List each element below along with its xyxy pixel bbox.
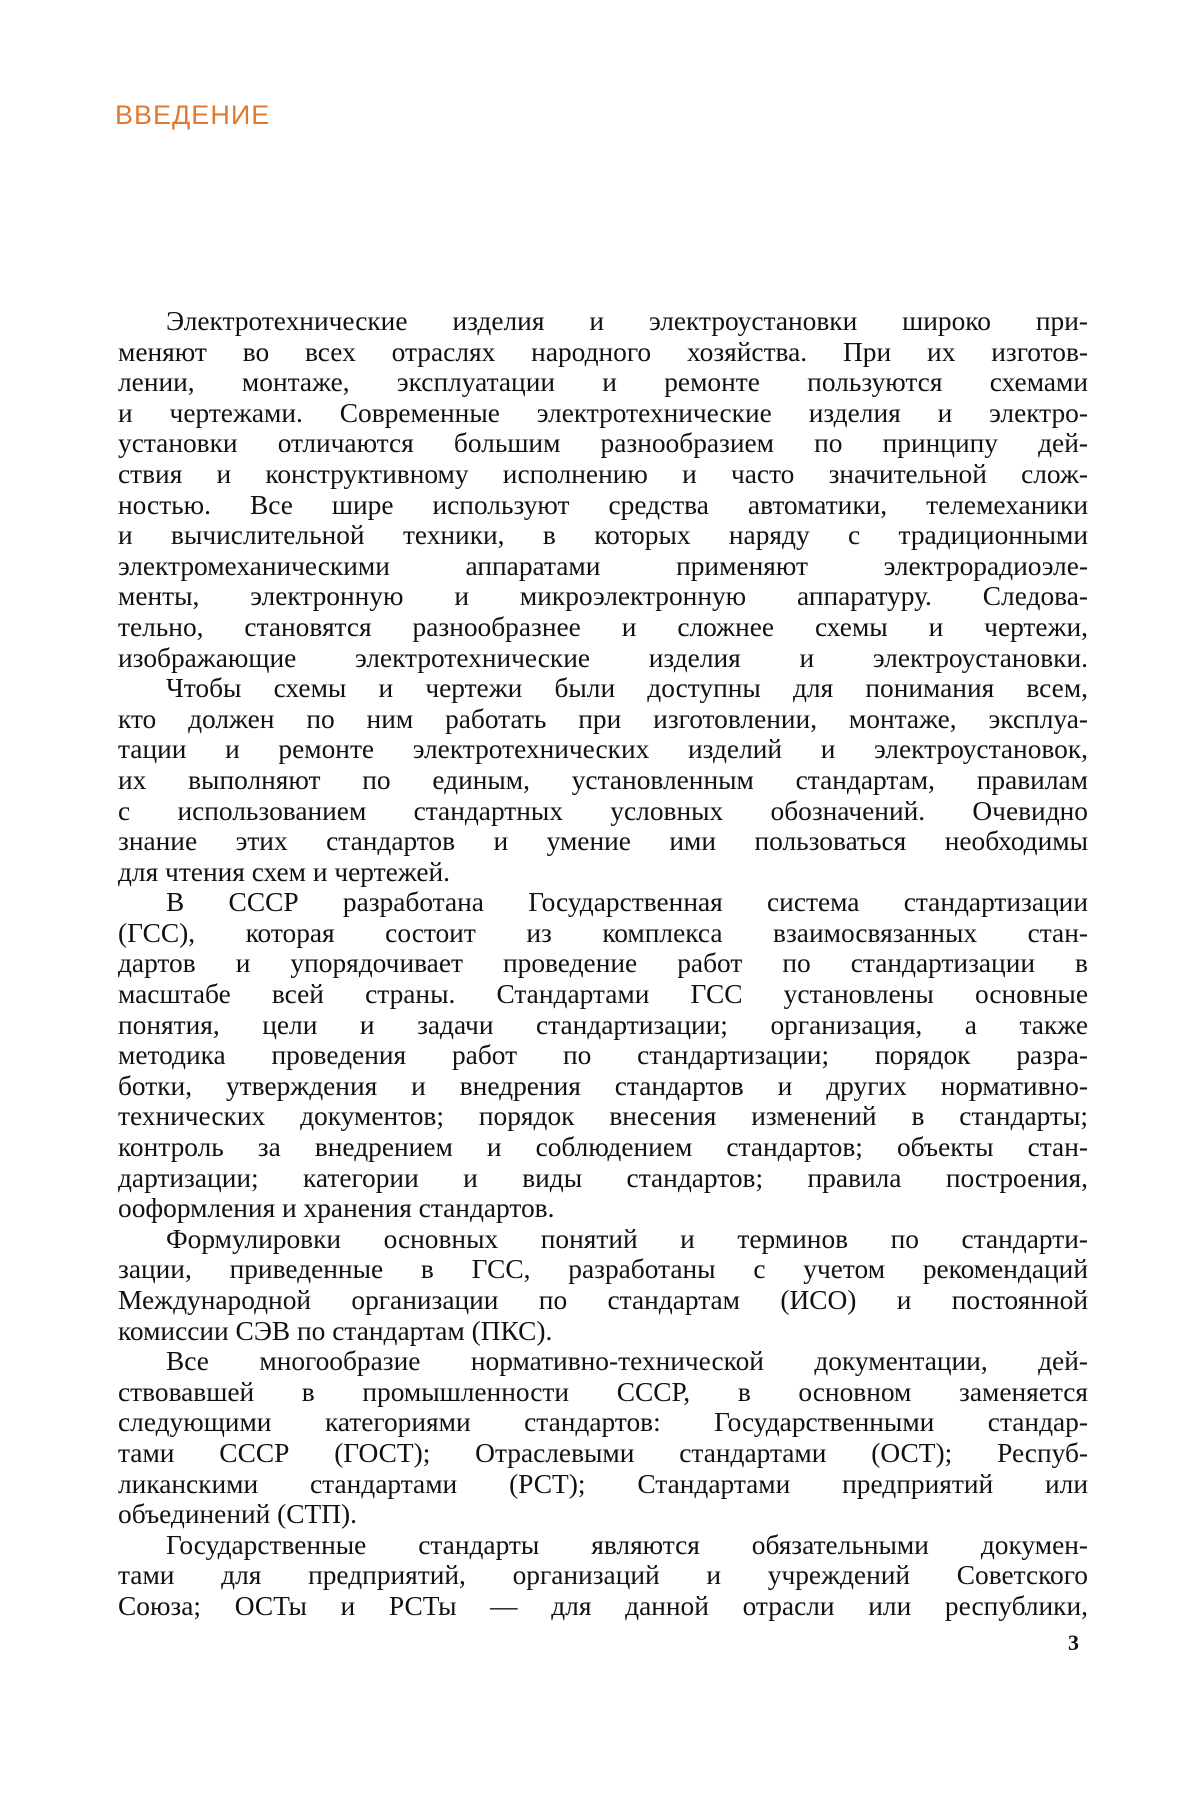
text-line: тами для предприятий, организаций и учреждений Советского [118,1560,1088,1591]
section-heading: ВВЕДЕНИЕ [115,100,271,130]
text-line: знание этих стандартов и умение ими пользоваться необходимы [118,826,1088,857]
text-line: Государственные стандарты являются обязательными докумен- [166,1529,1088,1560]
text-line: и вычислительной техники, в которых наряду с традиционными [118,520,1088,551]
text-line: понятия, цели и задачи стандартизации; организация, а также [118,1009,1088,1040]
text-line: Электротехнические изделия и электроустановки широко при- [166,306,1088,336]
text-line: зации, приведенные в ГСС, разработаны с учетом рекомендаций [118,1254,1088,1285]
text-line: изображающие электротехнические изделия и электроустановки. [118,642,1088,673]
text-line: Формулировки основных понятий и терминов по стандарти- [166,1223,1088,1254]
paragraph [118,306,1088,673]
text-line: В СССР разработана Государственная система стандартизации [166,887,1088,918]
paragraph [118,1530,1088,1622]
text-line: с использованием стандартных условных обозначений. Очевидно [118,795,1088,826]
text-line: ствия и конструктивному исполнению и часто значительной слож- [118,458,1088,489]
text-line: дартов и упорядочивает проведение работ по стандартизации в [118,948,1088,979]
text-line: (ГСС), которая состоит из комплекса взаимосвязанных стан- [118,917,1088,948]
text-line: ностью. Все шире используют средства автоматики, телемеханики [118,489,1088,520]
text-line: контроль за внедрением и соблюдением стандартов; объекты стан- [118,1132,1088,1163]
text-line: методика проведения работ по стандартизации; порядок разра- [118,1040,1088,1071]
text-line: их выполняют по единым, установленным стандартам, правилам [118,764,1088,795]
paragraph [118,1346,1088,1530]
text-line: комиссии СЭВ по стандартам (ПКС). [118,1315,553,1346]
text-line: ствовавшей в промышленности СССР, в основном заменяется [118,1376,1088,1407]
text-line: тации и ремонте электротехнических изделий и электроустановок, [118,734,1088,765]
text-line: тами СССР (ГОСТ); Отраслевыми стандартами (ОСТ); Респуб- [118,1437,1088,1468]
text-line: технических документов; порядок внесения изменений в стандарты; [118,1101,1088,1132]
text-line: объединений (СТП). [118,1499,358,1530]
text-line: менты, электронную и микроэлектронную аппаратуру. Следова- [118,581,1088,612]
text-line: электромеханическими аппаратами применяют электрорадиоэле- [118,550,1088,581]
text-line: и чертежами. Современные электротехнические изделия и электро- [118,397,1088,428]
text-line: ооформления и хранения стандартов. [118,1193,555,1224]
text-line: масштабе всей страны. Стандартами ГСС установлены основные [118,979,1088,1010]
paragraph [118,1224,1088,1346]
text-line: установки отличаются большим разнообразием по принципу дей- [118,428,1088,459]
body-text [118,306,1088,1622]
text-line: кто должен по ним работать при изготовлении, монтаже, эксплуа- [118,703,1088,734]
text-line: тельно, становятся разнообразнее и сложнее схемы и чертежи, [118,611,1088,642]
text-line: следующими категориями стандартов: Государственными стандар- [118,1407,1088,1438]
page-number: 3 [1068,1630,1079,1655]
text-line: ботки, утверждения и внедрения стандартов и других нормативно- [118,1070,1088,1101]
text-line: дартизации; категории и виды стандартов; правила построения, [118,1162,1088,1193]
text-line: меняют во всех отраслях народного хозяйства. При их изготов- [118,336,1088,367]
text-line: Международной организации по стандартам (ИСО) и постоянной [118,1285,1088,1315]
text-line: Союза; ОСТы и РСТы — для данной отрасли или республики, [118,1590,1088,1621]
text-line: ликанскими стандартами (РСТ); Стандартами предприятий или [118,1468,1088,1499]
paragraph [118,887,1088,1224]
text-line: Чтобы схемы и чертежи были доступны для понимания всем, [166,673,1088,704]
text-line: лении, монтаже, эксплуатации и ремонте пользуются схемами [118,367,1088,398]
text-line: Все многообразие нормативно-технической документации, дей- [166,1346,1088,1377]
text-line: для чтения схем и чертежей. [118,856,450,887]
paragraph [118,673,1088,887]
